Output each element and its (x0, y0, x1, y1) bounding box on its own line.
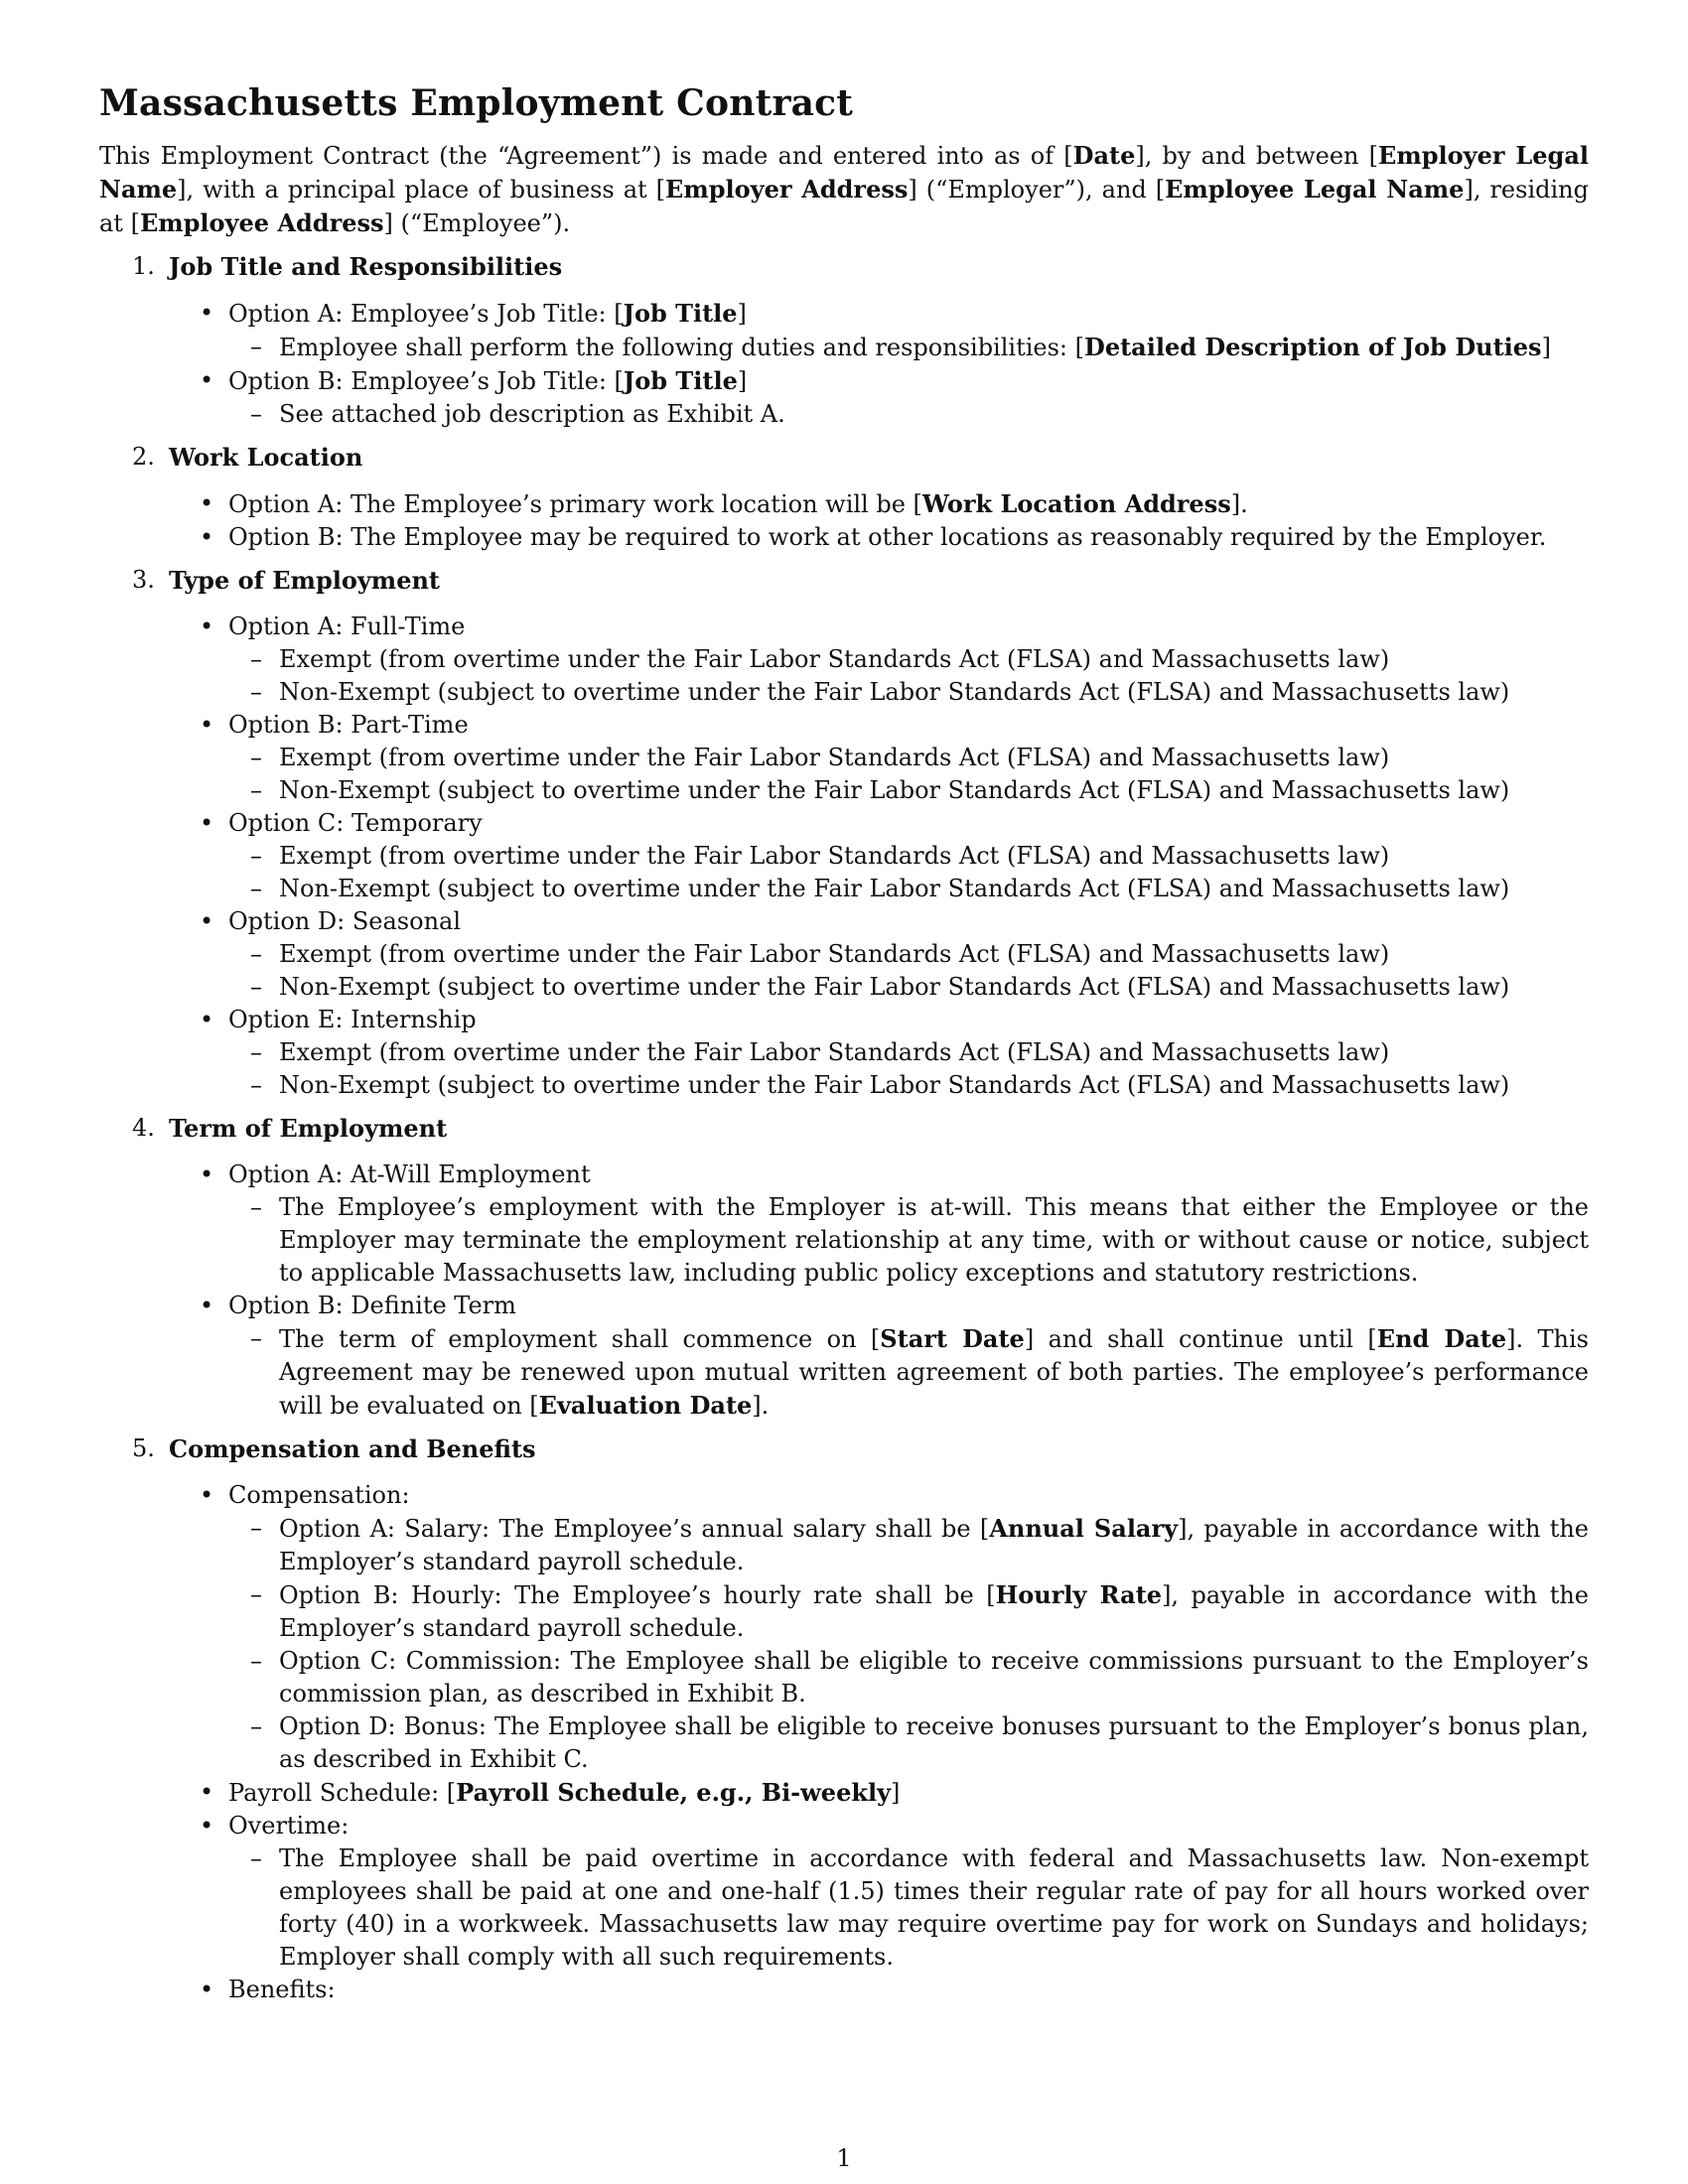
option-item: • Option A: Employee’s Job Title: [Job Title] – Employee shall perform the following duties and responsibilities: [Detailed Description of Job Duties] (99, 297, 1589, 364)
sub-item: – Non-Exempt (subject to overtime under the Fair Labor Standards Act (FLSA) and Massachusetts law) (228, 774, 1589, 807)
section-heading: 5. Compensation and Benefits (132, 1434, 536, 1463)
sub-item: – Non-Exempt (subject to overtime under the Fair Labor Standards Act (FLSA) and Massachusetts law) (228, 676, 1589, 709)
option-item: • Option A: Full-Time – Exempt (from overtime under the Fair Labor Standards Act (FLSA) and Massachusetts law) – Non-Exempt (subject to overtime under the Fair Labor Standards Act (FLSA) and Massachusetts law) (99, 611, 1589, 709)
end-date-placeholder: End Date (1376, 1324, 1507, 1353)
option-item: • Overtime: – The Employee shall be paid overtime in accordance with federal and Massachusetts law. Non-exempt employees shall be paid at one and one-half (1.5) times their regular rate of pay for all hours worked over forty (40) in a workweek. Massachusetts law may require overtime pay for work on Sundays and holidays; Employer shall comply with all such requirements. (99, 1810, 1589, 1974)
option-item: • Benefits: (99, 1974, 1589, 2006)
option-item: • Option C: Temporary – Exempt (from overtime under the Fair Labor Standards Act (FLSA) and Massachusetts law) – Non-Exempt (subject to overtime under the Fair Labor Standards Act (FLSA) and Massachusetts law) (99, 807, 1589, 905)
sub-item: – The Employee’s employment with the Employer is at-will. This means that either the Employee or the Employer may terminate the employment relationship at any time, with or without cause or notice, subject to applicable Massachusetts law, including public policy exceptions and statutory restrictions. (228, 1191, 1589, 1290)
contract-page (99, 81, 1589, 2006)
option-item: • Option B: Employee’s Job Title: [Job Title] – See attached job description as Exhibit A. (99, 364, 1589, 431)
employer-name-placeholder: Employer Legal Name (99, 141, 1589, 204)
contract-sections (99, 250, 1589, 2006)
option-item: • Option B: Definite Term – The term of employment shall commence on [Start Date] and shall continue until [End Date]. This Agreement may be renewed upon mutual written agreement of both parties. The employee’s performance will be evaluated on [Evaluation Date]. (99, 1290, 1589, 1423)
sub-item: – Exempt (from overtime under the Fair Labor Standards Act (FLSA) and Massachusetts law) (228, 840, 1589, 873)
sub-item: – Option A: Salary: The Employee’s annual salary shall be [Annual Salary], payable in accordance with the Employer’s standard payroll schedule. (228, 1512, 1589, 1578)
sub-item: – Exempt (from overtime under the Fair Labor Standards Act (FLSA) and Massachusetts law) (228, 1036, 1589, 1069)
section-compensation (99, 1433, 1589, 2006)
sub-item: – The Employee shall be paid overtime in accordance with federal and Massachusetts law. Non-exempt employees shall be paid at one and one-half (1.5) times their regular rate of pay for all hours worked over forty (40) in a workweek. Massachusetts law may require overtime pay for work on Sundays and holidays; Employer shall comply with all such requirements. (228, 1843, 1589, 1974)
annual-salary-placeholder: Annual Salary (989, 1514, 1179, 1543)
sub-item: – Option B: Hourly: The Employee’s hourly rate shall be [Hourly Rate], payable in accordance with the Employer’s standard payroll schedule. (228, 1578, 1589, 1645)
section-heading: 3. Type of Employment (132, 566, 440, 595)
option-item: • Option B: The Employee may be required to work at other locations as reasonably required by the Employer. (99, 521, 1589, 554)
sub-item: – Non-Exempt (subject to overtime under the Fair Labor Standards Act (FLSA) and Massachusetts law) (228, 873, 1589, 905)
sub-item: – Option D: Bonus: The Employee shall be eligible to receive bonuses pursuant to the Employer’s bonus plan, as described in Exhibit C. (228, 1710, 1589, 1776)
option-item: • Option A: At-Will Employment – The Employee’s employment with the Employer is at-will. This means that either the Employee or the Employer may terminate the employment relationship at any time, with or without cause or notice, subject to applicable Massachusetts law, including public policy exceptions and statutory restrictions. (99, 1159, 1589, 1290)
date-placeholder: Date (1072, 141, 1136, 170)
section-term-of-employment (99, 1112, 1589, 1423)
section-work-location (99, 441, 1589, 554)
intro-paragraph: This Employment Contract (the “Agreement”) is made and entered into as of [Date], by and between [Employer Legal Name], with a principal place of business at [Employer Address] (“Employer”), and [Employee Legal Name], residing at [Employee Address] (“Employee”). (99, 141, 1589, 237)
employer-address-placeholder: Employer Address (665, 175, 909, 204)
section-type-of-employment (99, 564, 1589, 1102)
evaluation-date-placeholder: Evaluation Date (538, 1391, 753, 1420)
sub-item: – Non-Exempt (subject to overtime under the Fair Labor Standards Act (FLSA) and Massachusetts law) (228, 1069, 1589, 1102)
sub-item: – Exempt (from overtime under the Fair Labor Standards Act (FLSA) and Massachusetts law) (228, 938, 1589, 971)
section-heading: 4. Term of Employment (132, 1114, 448, 1143)
option-item: • Option A: The Employee’s primary work location will be [Work Location Address]. (99, 487, 1589, 521)
payroll-schedule-placeholder: Payroll Schedule, e.g., Bi-weekly (456, 1778, 892, 1807)
section-heading: 2. Work Location (132, 443, 363, 472)
start-date-placeholder: Start Date (880, 1324, 1025, 1353)
document-title: Massachusetts Employment Contract (99, 82, 854, 124)
hourly-rate-placeholder: Hourly Rate (995, 1580, 1163, 1609)
employee-address-placeholder: Employee Address (139, 208, 384, 237)
option-item: • Compensation: – Option A: Salary: The Employee’s annual salary shall be [Annual Salary], payable in accordance with the Employer’s standard payroll schedule. – Option B: Hourly: The Employee’s hourly rate shall be [Hourly Rate], payable in accordance with the Employer’s standard payroll schedule. – Option C: Commission: The Employee shall be eligible to receive commissions pursuant to the Employer’s commission plan, as described in Exhibit B. – Option D: Bonus: The Employee shall be eligible to receive bonuses pursuant to the Employer’s bonus plan, as described in Exhibit C. (99, 1479, 1589, 1776)
option-item: • Option B: Part-Time – Exempt (from overtime under the Fair Labor Standards Act (FLSA) and Massachusetts law) – Non-Exempt (subject to overtime under the Fair Labor Standards Act (FLSA) and Massachusetts law) (99, 709, 1589, 807)
option-item: • Payroll Schedule: [Payroll Schedule, e.g., Bi-weekly] (99, 1776, 1589, 1810)
sub-item: – Exempt (from overtime under the Fair Labor Standards Act (FLSA) and Massachusetts law) (228, 742, 1589, 774)
option-item: • Option D: Seasonal – Exempt (from overtime under the Fair Labor Standards Act (FLSA) and Massachusetts law) – Non-Exempt (subject to overtime under the Fair Labor Standards Act (FLSA) and Massachusetts law) (99, 905, 1589, 1004)
employee-name-placeholder: Employee Legal Name (1165, 175, 1465, 204)
option-item: • Option E: Internship – Exempt (from overtime under the Fair Labor Standards Act (FLSA) and Massachusetts law) – Non-Exempt (subject to overtime under the Fair Labor Standards Act (FLSA) and Massachusetts law) (99, 1004, 1589, 1102)
sub-item: – Employee shall perform the following duties and responsibilities: [Detailed Description of Job Duties] (228, 331, 1589, 364)
sub-item: – See attached job description as Exhibit A. (228, 398, 1589, 431)
sub-item: – Option C: Commission: The Employee shall be eligible to receive commissions pursuant to the Employer’s commission plan, as described in Exhibit B. (228, 1645, 1589, 1710)
sub-item: – The term of employment shall commence on [Start Date] and shall continue until [End Date]. This Agreement may be renewed upon mutual written agreement of both parties. The employee’s performance will be evaluated on [Evaluation Date]. (228, 1322, 1589, 1423)
sub-item: – Exempt (from overtime under the Fair Labor Standards Act (FLSA) and Massachusetts law) (228, 643, 1589, 676)
page-number: 1 (836, 2144, 852, 2172)
section-heading: 1. Job Title and Responsibilities (132, 252, 563, 281)
section-job-title (99, 250, 1589, 431)
sub-item: – Non-Exempt (subject to overtime under the Fair Labor Standards Act (FLSA) and Massachusetts law) (228, 971, 1589, 1004)
